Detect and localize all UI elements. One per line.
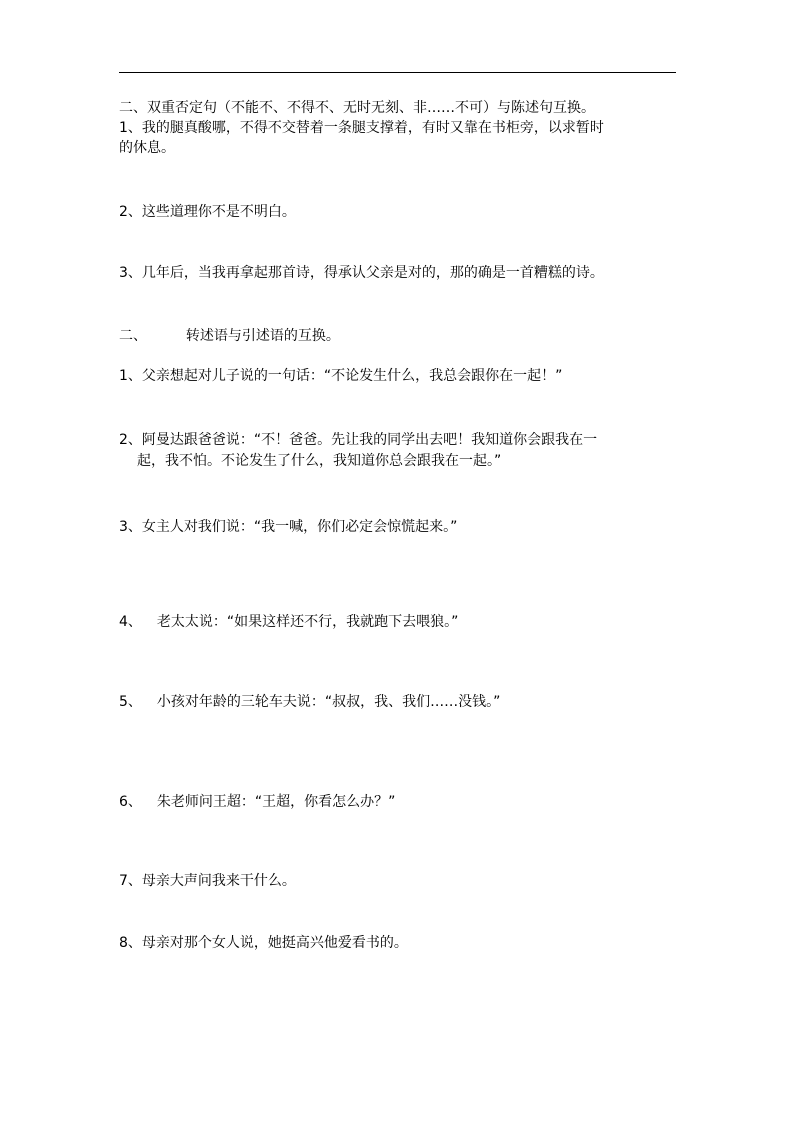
exercise-2: 2、这些道理你不是不明白。	[119, 204, 296, 220]
header-rule	[119, 72, 676, 73]
speech-exercise-5-text: 小孩对年龄的三轮车夫说：“叔叔，我、我们……没钱。”	[156, 694, 501, 710]
section-heading-text: 转述语与引述语的互换。	[185, 328, 340, 344]
speech-exercise-1: 1、父亲想起对儿子说的一句话：“不论发生什么，我总会跟你在一起！”	[119, 368, 563, 384]
section-heading-number: 二、	[119, 328, 147, 344]
speech-exercise-7: 7、母亲大声问我来干什么。	[119, 873, 296, 889]
exercise-3: 3、几年后，当我再拿起那首诗，得承认父亲是对的，那的确是一首糟糕的诗。	[119, 265, 604, 281]
speech-exercise-4-number: 4、	[119, 614, 142, 630]
speech-exercise-4-text: 老太太说：“如果这样还不行，我就跑下去喂狼。”	[156, 614, 459, 630]
speech-exercise-5-number: 5、	[119, 694, 142, 710]
section-heading-speech	[119, 326, 679, 346]
speech-exercise-4	[119, 612, 679, 632]
exercise-1-line-2: 的休息。	[119, 140, 175, 156]
section-heading-double-negation: 二、双重否定句（不能不、不得不、无时无刻、非……不可）与陈述句互换。	[119, 100, 595, 116]
speech-exercise-6-text: 朱老师问王超：“王超，你看怎么办？”	[156, 794, 396, 810]
speech-exercise-6	[119, 792, 679, 812]
speech-exercise-2-line-1: 2、阿曼达跟爸爸说：“不！爸爸。先让我的同学出去吧！我知道你会跟我在一	[119, 432, 598, 448]
speech-exercise-5	[119, 692, 679, 712]
speech-exercise-8: 8、母亲对那个女人说，她挺高兴他爱看书的。	[119, 935, 408, 951]
speech-exercise-6-number: 6、	[119, 794, 142, 810]
speech-exercise-2-line-2: 起，我不怕。不论发生了什么，我知道你总会跟我在一起。”	[137, 453, 502, 469]
speech-exercise-3: 3、女主人对我们说：“我一喊，你们必定会惊慌起来。”	[119, 519, 458, 535]
exercise-1-line-1: 1、我的腿真酸哪，不得不交替着一条腿支撑着，有时又靠在书柜旁，以求暂时	[119, 120, 604, 136]
